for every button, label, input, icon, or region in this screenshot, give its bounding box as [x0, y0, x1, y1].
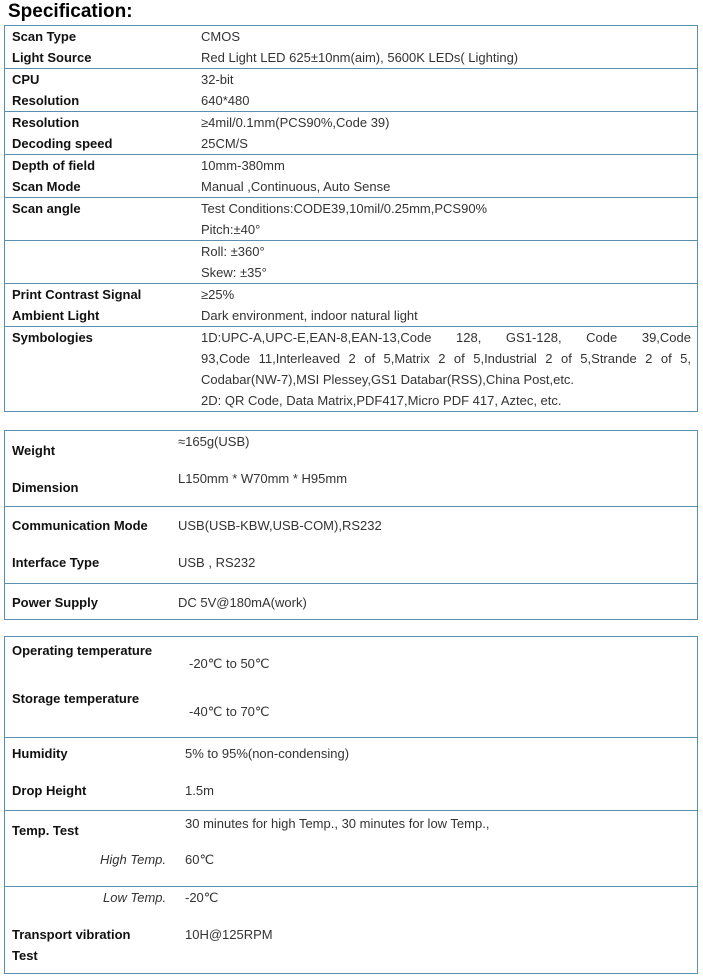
temp-test-label: Temp. Test — [12, 823, 79, 838]
drop-height-label: Drop Height — [12, 783, 87, 798]
communication-mode-value: USB(USB-KBW,USB-COM),RS232 — [178, 518, 382, 533]
table-row — [5, 241, 697, 284]
decoding-speed-value: 25CM/S — [201, 136, 248, 151]
interface-type-label: Interface Type — [12, 555, 100, 570]
transport-vibration-label: Transport vibration — [12, 927, 131, 942]
roll-value: Roll: ±360° — [201, 244, 265, 259]
scan-mode-value: Manual ,Continuous, Auto Sense — [201, 179, 391, 194]
low-temp-label: Low Temp. — [103, 890, 167, 905]
spec-table-environment — [4, 636, 698, 974]
table-row — [5, 26, 697, 69]
high-temp-value: 60℃ — [185, 852, 215, 867]
print-contrast-value: ≥25% — [201, 287, 235, 302]
transport-vibration-label-cont: Test — [12, 948, 38, 963]
dimension-value: L150mm * W70mm * H95mm — [178, 471, 348, 486]
skew-value: Skew: ±35° — [201, 265, 267, 280]
table-row — [5, 284, 697, 327]
scan-type-value: CMOS — [201, 29, 240, 44]
scan-type-label: Scan Type — [12, 29, 77, 44]
humidity-value: 5% to 95%(non-condensing) — [185, 746, 350, 761]
operating-temperature-label: Operating temperature — [12, 643, 153, 658]
transport-vibration-value: 10H@125RPM — [185, 927, 273, 942]
depth-of-field-label: Depth of field — [12, 158, 96, 173]
power-supply-label: Power Supply — [12, 595, 98, 610]
print-contrast-label: Print Contrast Signal — [12, 287, 142, 302]
table-row — [5, 811, 697, 887]
table-row — [5, 327, 697, 413]
table-row — [5, 198, 697, 241]
table-row — [5, 507, 697, 584]
scan-angle-label: Scan angle — [12, 201, 81, 216]
symbologies-1d-line: 1D:UPC-A,UPC-E,EAN-8,EAN-13,Code 128, GS1-128, Code 39,Code — [201, 330, 691, 345]
scan-angle-conditions: Test Conditions:CODE39,10mil/0.25mm,PCS90% — [201, 201, 488, 216]
storage-temperature-label: Storage temperature — [12, 691, 140, 706]
operating-temperature-value: -20℃ to 50℃ — [189, 656, 270, 671]
pitch-value: Pitch:±40° — [201, 222, 261, 237]
symbologies-label: Symbologies — [12, 330, 93, 345]
spec-table-scanning — [4, 25, 698, 412]
light-source-label: Light Source — [12, 50, 92, 65]
depth-of-field-value: 10mm-380mm — [201, 158, 285, 173]
cpu-value: 32-bit — [201, 72, 234, 87]
humidity-label: Humidity — [12, 746, 68, 761]
resolution-label: Resolution — [12, 93, 80, 108]
temp-test-value: 30 minutes for high Temp., 30 minutes for low Temp., — [185, 816, 490, 831]
scan-mode-label: Scan Mode — [12, 179, 81, 194]
symbologies-1d-line: 93,Code 11,Interleaved 2 of 5,Matrix 2 of 5,Industrial 2 of 5,Strande 2 of 5, — [201, 351, 691, 366]
table-row — [5, 584, 697, 621]
cpu-label: CPU — [12, 72, 40, 87]
table-row — [5, 69, 697, 112]
weight-value: ≈165g(USB) — [178, 434, 250, 449]
power-supply-value: DC 5V@180mA(work) — [178, 595, 307, 610]
dimension-label: Dimension — [12, 480, 79, 495]
low-temp-value: -20℃ — [185, 890, 219, 905]
resolution-value: ≥4mil/0.1mm(PCS90%,Code 39) — [201, 115, 390, 130]
table-row — [5, 887, 697, 975]
resolution-value: 640*480 — [201, 93, 250, 108]
interface-type-value: USB , RS232 — [178, 555, 256, 570]
weight-label: Weight — [12, 443, 56, 458]
symbologies-2d-line: 2D: QR Code, Data Matrix,PDF417,Micro PDF 417, Aztec, etc. — [201, 393, 562, 408]
communication-mode-label: Communication Mode — [12, 518, 148, 533]
storage-temperature-value: -40℃ to 70℃ — [189, 704, 270, 719]
high-temp-label: High Temp. — [100, 852, 166, 867]
drop-height-value: 1.5m — [185, 783, 214, 798]
table-row — [5, 155, 697, 198]
table-row — [5, 637, 697, 738]
symbologies-1d-line: Codabar(NW-7),MSI Plessey,GS1 Databar(RSS),China Post,etc. — [201, 372, 575, 387]
ambient-light-label: Ambient Light — [12, 308, 100, 323]
table-row — [5, 738, 697, 811]
page-title: Specification: — [8, 1, 133, 22]
ambient-light-value: Dark environment, indoor natural light — [201, 308, 418, 323]
decoding-speed-label: Decoding speed — [12, 136, 113, 151]
table-row — [5, 112, 697, 155]
light-source-value: Red Light LED 625±10nm(aim), 5600K LEDs( Lighting) — [201, 50, 519, 65]
spec-table-physical — [4, 430, 698, 620]
table-row — [5, 431, 697, 507]
resolution-label: Resolution — [12, 115, 80, 130]
